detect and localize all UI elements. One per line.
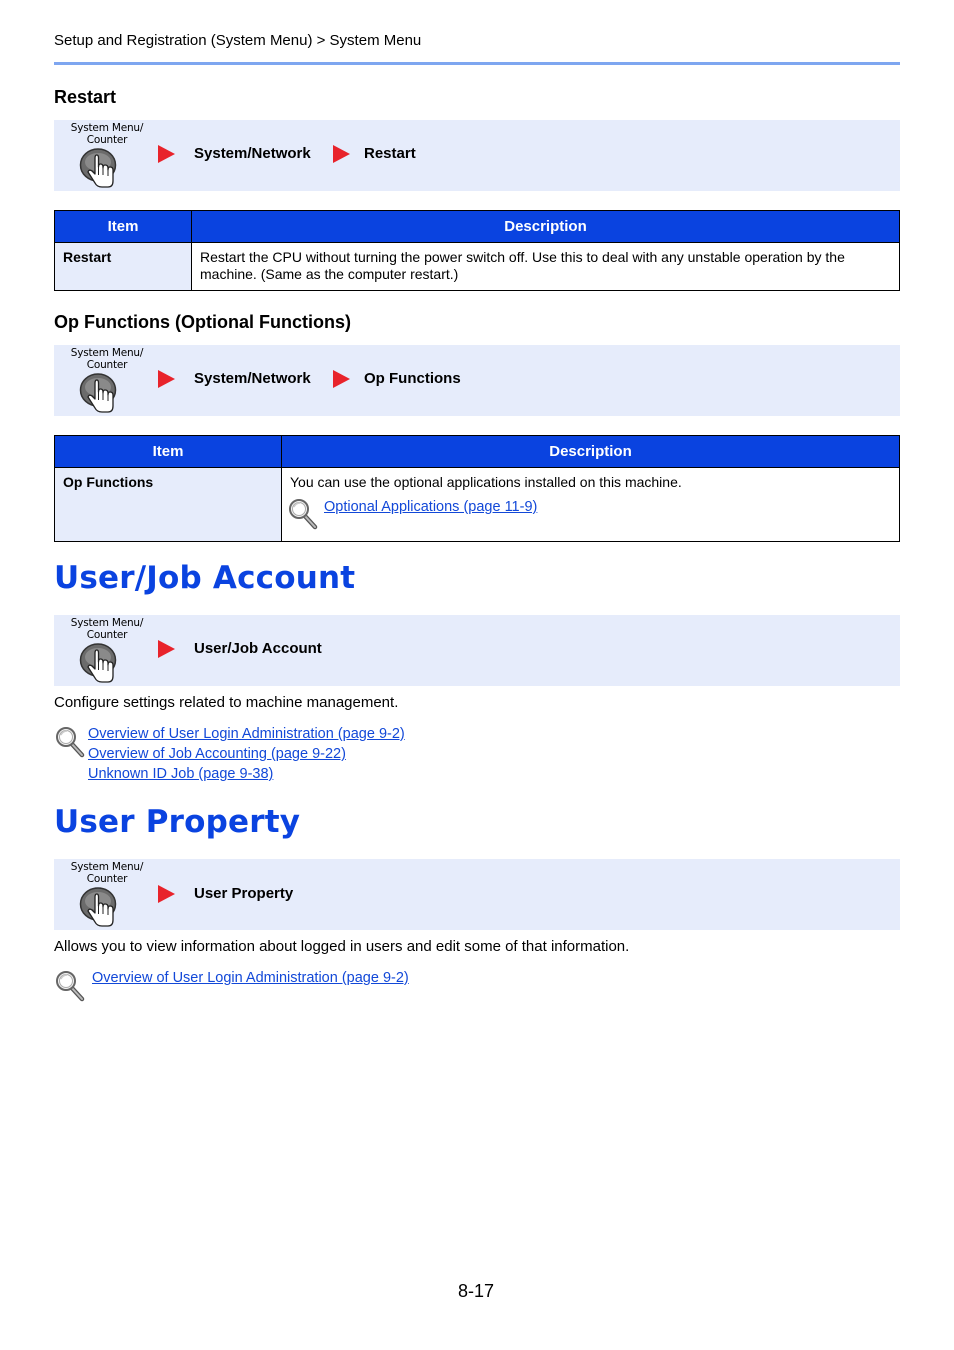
nav-step-op-functions: Op Functions (364, 370, 461, 387)
user-property-description: Allows you to view information about logged in users and edit some of that information. (54, 938, 630, 955)
restart-table (54, 210, 900, 291)
nav-path-op-functions (54, 345, 900, 416)
nav-step-user-property: User Property (194, 885, 294, 902)
page-title-user-property: User Property (54, 804, 301, 840)
description-cell: Restart the CPU without turning the power switch off. Use this to deal with any unstable operation by the machine. (Same as the computer restart.) (192, 243, 900, 291)
table-row (55, 468, 900, 542)
link-user-login-administration[interactable]: Overview of User Login Administration (page 9-2) (88, 726, 405, 742)
system-menu-label: System Menu/ Counter (70, 122, 144, 146)
item-cell: Restart (55, 243, 192, 291)
description-cell (282, 468, 900, 542)
item-cell: Op Functions (55, 468, 282, 542)
magnifier-icon (288, 498, 318, 530)
op-functions-table (54, 435, 900, 542)
column-header-description: Description (192, 211, 900, 243)
header-divider (54, 62, 900, 65)
system-menu-label: System Menu/ Counter (70, 861, 144, 885)
column-header-item: Item (55, 211, 192, 243)
breadcrumb: Setup and Registration (System Menu) > System Menu (54, 32, 422, 49)
link-optional-applications[interactable]: Optional Applications (page 11-9) (324, 499, 538, 515)
description-text: You can use the optional applications installed on this machine. (290, 474, 682, 490)
nav-arrow-icon (333, 370, 350, 388)
nav-arrow-icon (158, 145, 175, 163)
system-menu-label: System Menu/ Counter (70, 617, 144, 641)
page-title-user-job-account: User/Job Account (54, 560, 356, 596)
nav-step-system-network: System/Network (194, 370, 311, 387)
system-menu-button-icon (78, 885, 120, 929)
section-heading-op-functions: Op Functions (Optional Functions) (54, 312, 351, 332)
nav-step-system-network: System/Network (194, 145, 311, 162)
nav-arrow-icon (158, 885, 175, 903)
link-job-accounting[interactable]: Overview of Job Accounting (page 9-22) (88, 746, 346, 762)
magnifier-icon (55, 970, 85, 1002)
nav-step-user-job-account: User/Job Account (194, 640, 322, 657)
nav-arrow-icon (158, 640, 175, 658)
reference-links (88, 724, 405, 784)
nav-path-user-job-account (54, 615, 900, 686)
column-header-description: Description (282, 436, 900, 468)
nav-path-user-property (54, 859, 900, 930)
nav-arrow-icon (158, 370, 175, 388)
system-menu-button-icon (78, 146, 120, 190)
user-job-account-description: Configure settings related to machine management. (54, 694, 399, 711)
nav-step-restart: Restart (364, 145, 416, 162)
system-menu-button-icon (78, 371, 120, 415)
table-row (55, 243, 900, 291)
link-unknown-id-job[interactable]: Unknown ID Job (page 9-38) (88, 766, 274, 782)
nav-arrow-icon (333, 145, 350, 163)
link-user-login-administration[interactable]: Overview of User Login Administration (page 9-2) (92, 970, 409, 986)
nav-path-restart (54, 120, 900, 191)
section-heading-restart: Restart (54, 87, 117, 107)
page-number: 8-17 (457, 1281, 495, 1301)
system-menu-button-icon (78, 641, 120, 685)
system-menu-label: System Menu/ Counter (70, 347, 144, 371)
reference-links (92, 968, 409, 988)
column-header-item: Item (55, 436, 282, 468)
magnifier-icon (55, 726, 85, 758)
